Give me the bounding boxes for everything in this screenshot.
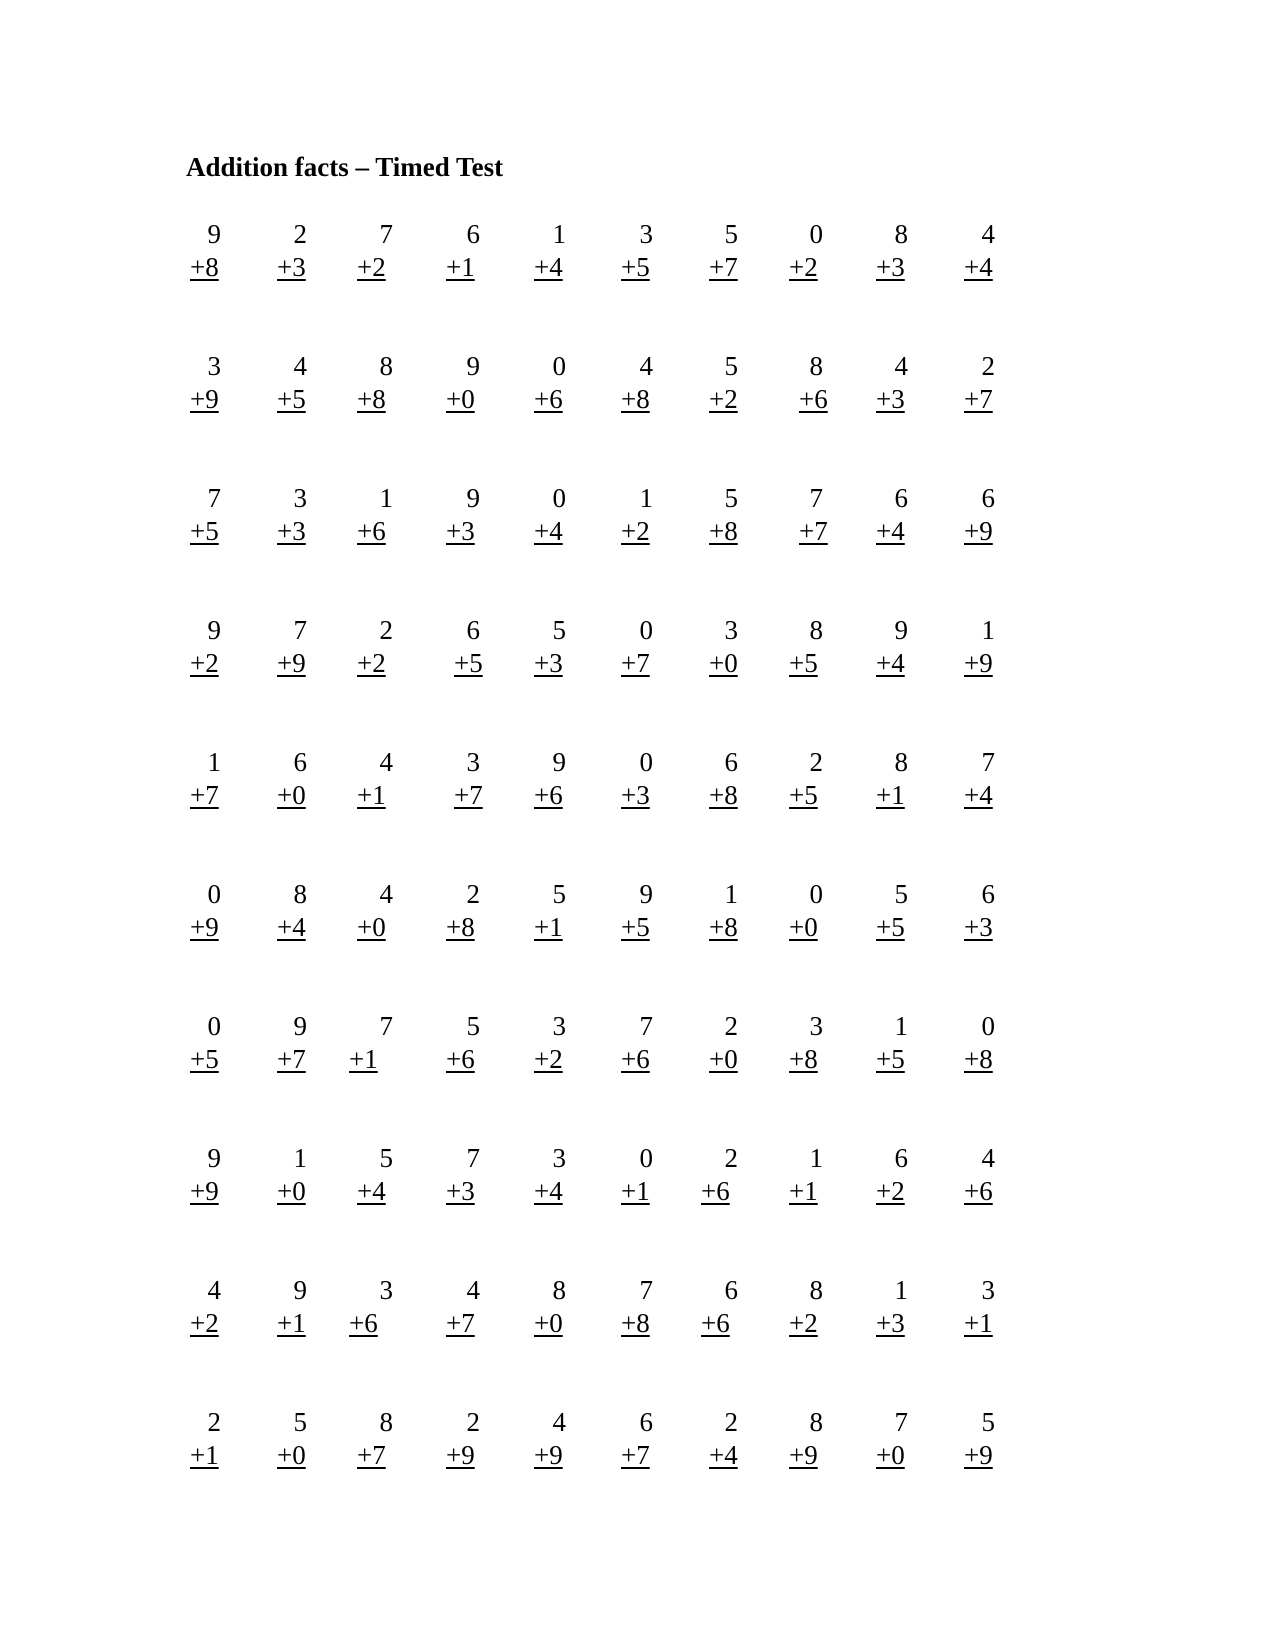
bottom-addend: +1	[357, 780, 386, 810]
bottom-addend: +1	[789, 1176, 818, 1206]
top-addend: 8	[552, 1275, 566, 1305]
top-addend: 8	[809, 615, 823, 645]
top-addend: 4	[207, 1275, 221, 1305]
bottom-addend: +0	[709, 1044, 738, 1074]
top-addend: 9	[466, 351, 480, 381]
bottom-addend: +9	[190, 384, 219, 414]
addition-problem	[0, 350, 1275, 420]
top-addend: 4	[379, 747, 393, 777]
top-addend: 2	[724, 1143, 738, 1173]
bottom-addend: +7	[277, 1044, 306, 1074]
bottom-addend: +0	[357, 912, 386, 942]
page-title: Addition facts – Timed Test	[186, 152, 504, 182]
bottom-addend: +8	[357, 384, 386, 414]
bottom-addend: +0	[277, 1176, 306, 1206]
top-addend: 5	[293, 1407, 307, 1437]
top-addend: 0	[207, 879, 221, 909]
top-addend: 4	[552, 1407, 566, 1437]
bottom-addend: +6	[964, 1176, 993, 1206]
top-addend: 7	[639, 1275, 653, 1305]
top-addend: 9	[207, 1143, 221, 1173]
addition-problem	[0, 746, 1275, 816]
bottom-addend: +5	[454, 648, 483, 678]
top-addend: 5	[981, 1407, 995, 1437]
bottom-addend: +8	[789, 1044, 818, 1074]
top-addend: 5	[466, 1011, 480, 1041]
top-addend: 6	[981, 483, 995, 513]
bottom-addend: +5	[876, 1044, 905, 1074]
addition-problem	[0, 482, 1275, 552]
bottom-addend: +3	[621, 780, 650, 810]
top-addend: 3	[207, 351, 221, 381]
bottom-addend: +4	[964, 780, 993, 810]
bottom-addend: +2	[789, 1308, 818, 1338]
top-addend: 5	[894, 879, 908, 909]
top-addend: 8	[379, 1407, 393, 1437]
bottom-addend: +9	[964, 516, 993, 546]
bottom-addend: +9	[534, 1440, 563, 1470]
top-addend: 1	[379, 483, 393, 513]
bottom-addend: +8	[621, 384, 650, 414]
top-addend: 4	[981, 219, 995, 249]
bottom-addend: +1	[621, 1176, 650, 1206]
top-addend: 0	[639, 747, 653, 777]
top-addend: 5	[379, 1143, 393, 1173]
top-addend: 1	[894, 1011, 908, 1041]
bottom-addend: +1	[277, 1308, 306, 1338]
bottom-addend: +2	[789, 252, 818, 282]
top-addend: 4	[894, 351, 908, 381]
top-addend: 6	[981, 879, 995, 909]
top-addend: 5	[724, 483, 738, 513]
top-addend: 3	[639, 219, 653, 249]
bottom-addend: +6	[701, 1308, 730, 1338]
top-addend: 3	[724, 615, 738, 645]
bottom-addend: +3	[446, 516, 475, 546]
addition-problem	[0, 1142, 1275, 1212]
top-addend: 7	[466, 1143, 480, 1173]
top-addend: 8	[894, 747, 908, 777]
bottom-addend: +0	[789, 912, 818, 942]
top-addend: 7	[379, 219, 393, 249]
top-addend: 7	[293, 615, 307, 645]
bottom-addend: +9	[277, 648, 306, 678]
top-addend: 7	[379, 1011, 393, 1041]
bottom-addend: +5	[789, 780, 818, 810]
bottom-addend: +3	[277, 252, 306, 282]
bottom-addend: +7	[964, 384, 993, 414]
top-addend: 3	[552, 1011, 566, 1041]
top-addend: 3	[552, 1143, 566, 1173]
top-addend: 4	[981, 1143, 995, 1173]
bottom-addend: +7	[190, 780, 219, 810]
bottom-addend: +6	[446, 1044, 475, 1074]
top-addend: 0	[809, 219, 823, 249]
bottom-addend: +6	[621, 1044, 650, 1074]
top-addend: 8	[293, 879, 307, 909]
bottom-addend: +7	[621, 1440, 650, 1470]
top-addend: 8	[894, 219, 908, 249]
top-addend: 6	[724, 1275, 738, 1305]
top-addend: 3	[293, 483, 307, 513]
bottom-addend: +7	[446, 1308, 475, 1338]
top-addend: 9	[207, 615, 221, 645]
bottom-addend: +5	[789, 648, 818, 678]
top-addend: 1	[639, 483, 653, 513]
top-addend: 6	[293, 747, 307, 777]
bottom-addend: +2	[876, 1176, 905, 1206]
bottom-addend: +9	[446, 1440, 475, 1470]
top-addend: 0	[981, 1011, 995, 1041]
addition-problem	[0, 218, 1275, 288]
top-addend: 1	[293, 1143, 307, 1173]
bottom-addend: +4	[876, 648, 905, 678]
top-addend: 9	[552, 747, 566, 777]
top-addend: 3	[809, 1011, 823, 1041]
top-addend: 6	[466, 615, 480, 645]
bottom-addend: +9	[190, 912, 219, 942]
top-addend: 6	[639, 1407, 653, 1437]
bottom-addend: +3	[876, 252, 905, 282]
top-addend: 1	[552, 219, 566, 249]
top-addend: 2	[724, 1407, 738, 1437]
top-addend: 1	[894, 1275, 908, 1305]
bottom-addend: +3	[534, 648, 563, 678]
bottom-addend: +0	[876, 1440, 905, 1470]
top-addend: 2	[293, 219, 307, 249]
bottom-addend: +4	[964, 252, 993, 282]
bottom-addend: +3	[876, 384, 905, 414]
bottom-addend: +7	[709, 252, 738, 282]
top-addend: 7	[207, 483, 221, 513]
bottom-addend: +8	[709, 516, 738, 546]
top-addend: 8	[379, 351, 393, 381]
bottom-addend: +2	[357, 648, 386, 678]
top-addend: 9	[466, 483, 480, 513]
bottom-addend: +0	[446, 384, 475, 414]
bottom-addend: +7	[357, 1440, 386, 1470]
top-addend: 1	[809, 1143, 823, 1173]
bottom-addend: +6	[349, 1308, 378, 1338]
top-addend: 5	[724, 351, 738, 381]
top-addend: 5	[552, 615, 566, 645]
top-addend: 3	[379, 1275, 393, 1305]
bottom-addend: +3	[446, 1176, 475, 1206]
top-addend: 7	[809, 483, 823, 513]
bottom-addend: +9	[789, 1440, 818, 1470]
top-addend: 1	[981, 615, 995, 645]
top-addend: 1	[724, 879, 738, 909]
top-addend: 4	[379, 879, 393, 909]
bottom-addend: +4	[709, 1440, 738, 1470]
bottom-addend: +2	[190, 1308, 219, 1338]
top-addend: 4	[466, 1275, 480, 1305]
top-addend: 2	[379, 615, 393, 645]
top-addend: 0	[552, 483, 566, 513]
bottom-addend: +9	[964, 648, 993, 678]
top-addend: 3	[466, 747, 480, 777]
bottom-addend: +0	[277, 1440, 306, 1470]
top-addend: 8	[809, 1407, 823, 1437]
bottom-addend: +8	[621, 1308, 650, 1338]
top-addend: 2	[981, 351, 995, 381]
top-addend: 6	[724, 747, 738, 777]
top-addend: 2	[724, 1011, 738, 1041]
addition-problem	[0, 614, 1275, 684]
bottom-addend: +6	[534, 384, 563, 414]
top-addend: 9	[207, 219, 221, 249]
bottom-addend: +1	[190, 1440, 219, 1470]
bottom-addend: +9	[190, 1176, 219, 1206]
bottom-addend: +4	[534, 516, 563, 546]
bottom-addend: +6	[357, 516, 386, 546]
bottom-addend: +0	[277, 780, 306, 810]
top-addend: 9	[894, 615, 908, 645]
bottom-addend: +3	[277, 516, 306, 546]
bottom-addend: +6	[701, 1176, 730, 1206]
top-addend: 7	[894, 1407, 908, 1437]
addition-problem	[0, 878, 1275, 948]
top-addend: 2	[207, 1407, 221, 1437]
bottom-addend: +3	[964, 912, 993, 942]
bottom-addend: +2	[534, 1044, 563, 1074]
bottom-addend: +6	[799, 384, 828, 414]
top-addend: 8	[809, 351, 823, 381]
bottom-addend: +1	[876, 780, 905, 810]
bottom-addend: +8	[446, 912, 475, 942]
bottom-addend: +5	[190, 1044, 219, 1074]
top-addend: 7	[639, 1011, 653, 1041]
bottom-addend: +5	[876, 912, 905, 942]
top-addend: 5	[552, 879, 566, 909]
bottom-addend: +6	[534, 780, 563, 810]
top-addend: 2	[466, 879, 480, 909]
bottom-addend: +8	[964, 1044, 993, 1074]
bottom-addend: +2	[357, 252, 386, 282]
top-addend: 9	[293, 1275, 307, 1305]
addition-problem	[0, 1274, 1275, 1344]
bottom-addend: +7	[799, 516, 828, 546]
top-addend: 0	[639, 1143, 653, 1173]
bottom-addend: +5	[621, 912, 650, 942]
top-addend: 0	[639, 615, 653, 645]
top-addend: 5	[724, 219, 738, 249]
bottom-addend: +9	[964, 1440, 993, 1470]
bottom-addend: +4	[876, 516, 905, 546]
bottom-addend: +3	[876, 1308, 905, 1338]
top-addend: 9	[293, 1011, 307, 1041]
bottom-addend: +8	[709, 780, 738, 810]
bottom-addend: +4	[357, 1176, 386, 1206]
bottom-addend: +1	[349, 1044, 378, 1074]
bottom-addend: +5	[190, 516, 219, 546]
bottom-addend: +5	[277, 384, 306, 414]
top-addend: 6	[894, 1143, 908, 1173]
bottom-addend: +0	[709, 648, 738, 678]
bottom-addend: +7	[621, 648, 650, 678]
bottom-addend: +0	[534, 1308, 563, 1338]
top-addend: 2	[466, 1407, 480, 1437]
top-addend: 0	[552, 351, 566, 381]
top-addend: 0	[809, 879, 823, 909]
top-addend: 6	[466, 219, 480, 249]
bottom-addend: +2	[621, 516, 650, 546]
bottom-addend: +4	[277, 912, 306, 942]
bottom-addend: +4	[534, 1176, 563, 1206]
bottom-addend: +2	[190, 648, 219, 678]
bottom-addend: +1	[964, 1308, 993, 1338]
bottom-addend: +1	[446, 252, 475, 282]
bottom-addend: +4	[534, 252, 563, 282]
top-addend: 4	[639, 351, 653, 381]
bottom-addend: +7	[454, 780, 483, 810]
top-addend: 1	[207, 747, 221, 777]
top-addend: 2	[809, 747, 823, 777]
addition-problem	[0, 1010, 1275, 1080]
top-addend: 8	[809, 1275, 823, 1305]
bottom-addend: +8	[709, 912, 738, 942]
top-addend: 9	[639, 879, 653, 909]
bottom-addend: +5	[621, 252, 650, 282]
bottom-addend: +1	[534, 912, 563, 942]
bottom-addend: +2	[709, 384, 738, 414]
top-addend: 3	[981, 1275, 995, 1305]
top-addend: 0	[207, 1011, 221, 1041]
top-addend: 7	[981, 747, 995, 777]
top-addend: 6	[894, 483, 908, 513]
bottom-addend: +8	[190, 252, 219, 282]
top-addend: 4	[293, 351, 307, 381]
addition-problem	[0, 1406, 1275, 1476]
